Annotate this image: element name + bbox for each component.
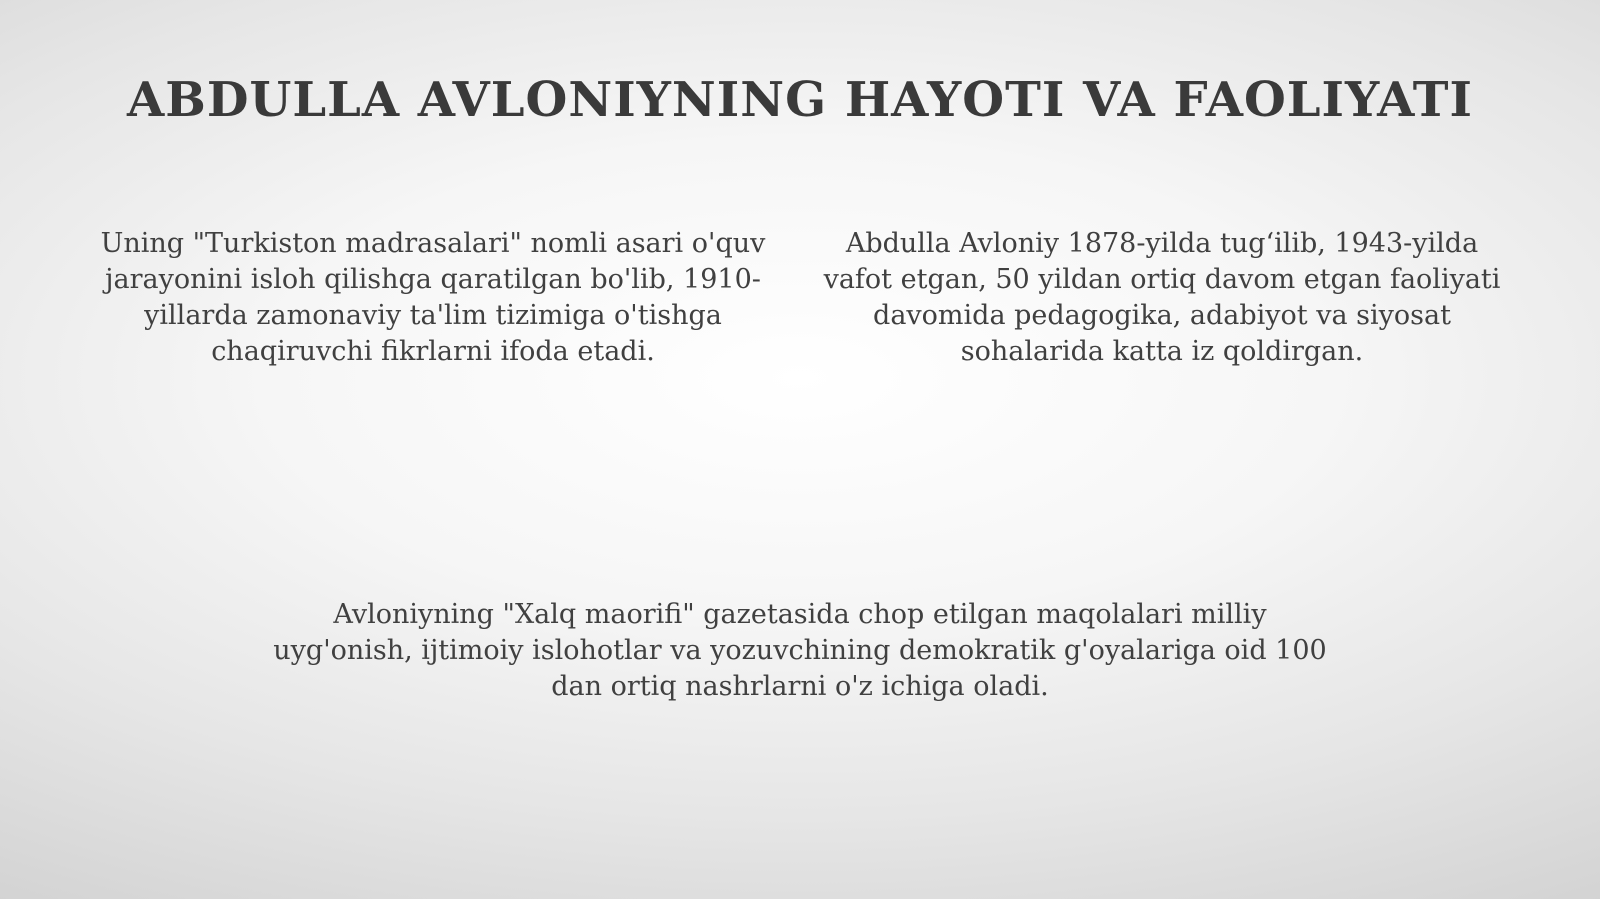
- slide-title: ABDULLA AVLONIYNING HAYOTI VA FAOLIYATI: [127, 72, 1473, 128]
- text-block-xalq-maorifi: Avloniyning "Xalq maorifi" gazetasida chop etilgan maqolalari milliy uyg'onish, ijtimoiy islohotlar va yozuvchining demokratik g'oyalariga oid 100 dan ortiq nashrlarni o'z ichiga oladi.: [273, 599, 1327, 702]
- text-block-biography: Abdulla Avloniy 1878-yilda tug‘ilib, 1943-yilda vafot etgan, 50 yildan ortiq davom etgan faoliyati davomida pedagogika, adabiyot va siyosat sohalarida katta iz qoldirgan.: [823, 228, 1501, 367]
- text-block-turkiston-madrasalari: Uning "Turkiston madrasalari" nomli asari o'quv jarayonini isloh qilishga qaratilgan bo'lib, 1910-yillarda zamonaviy ta'lim tizimiga o'tishga chaqiruvchi fikrlarni ifoda etadi.: [100, 228, 766, 367]
